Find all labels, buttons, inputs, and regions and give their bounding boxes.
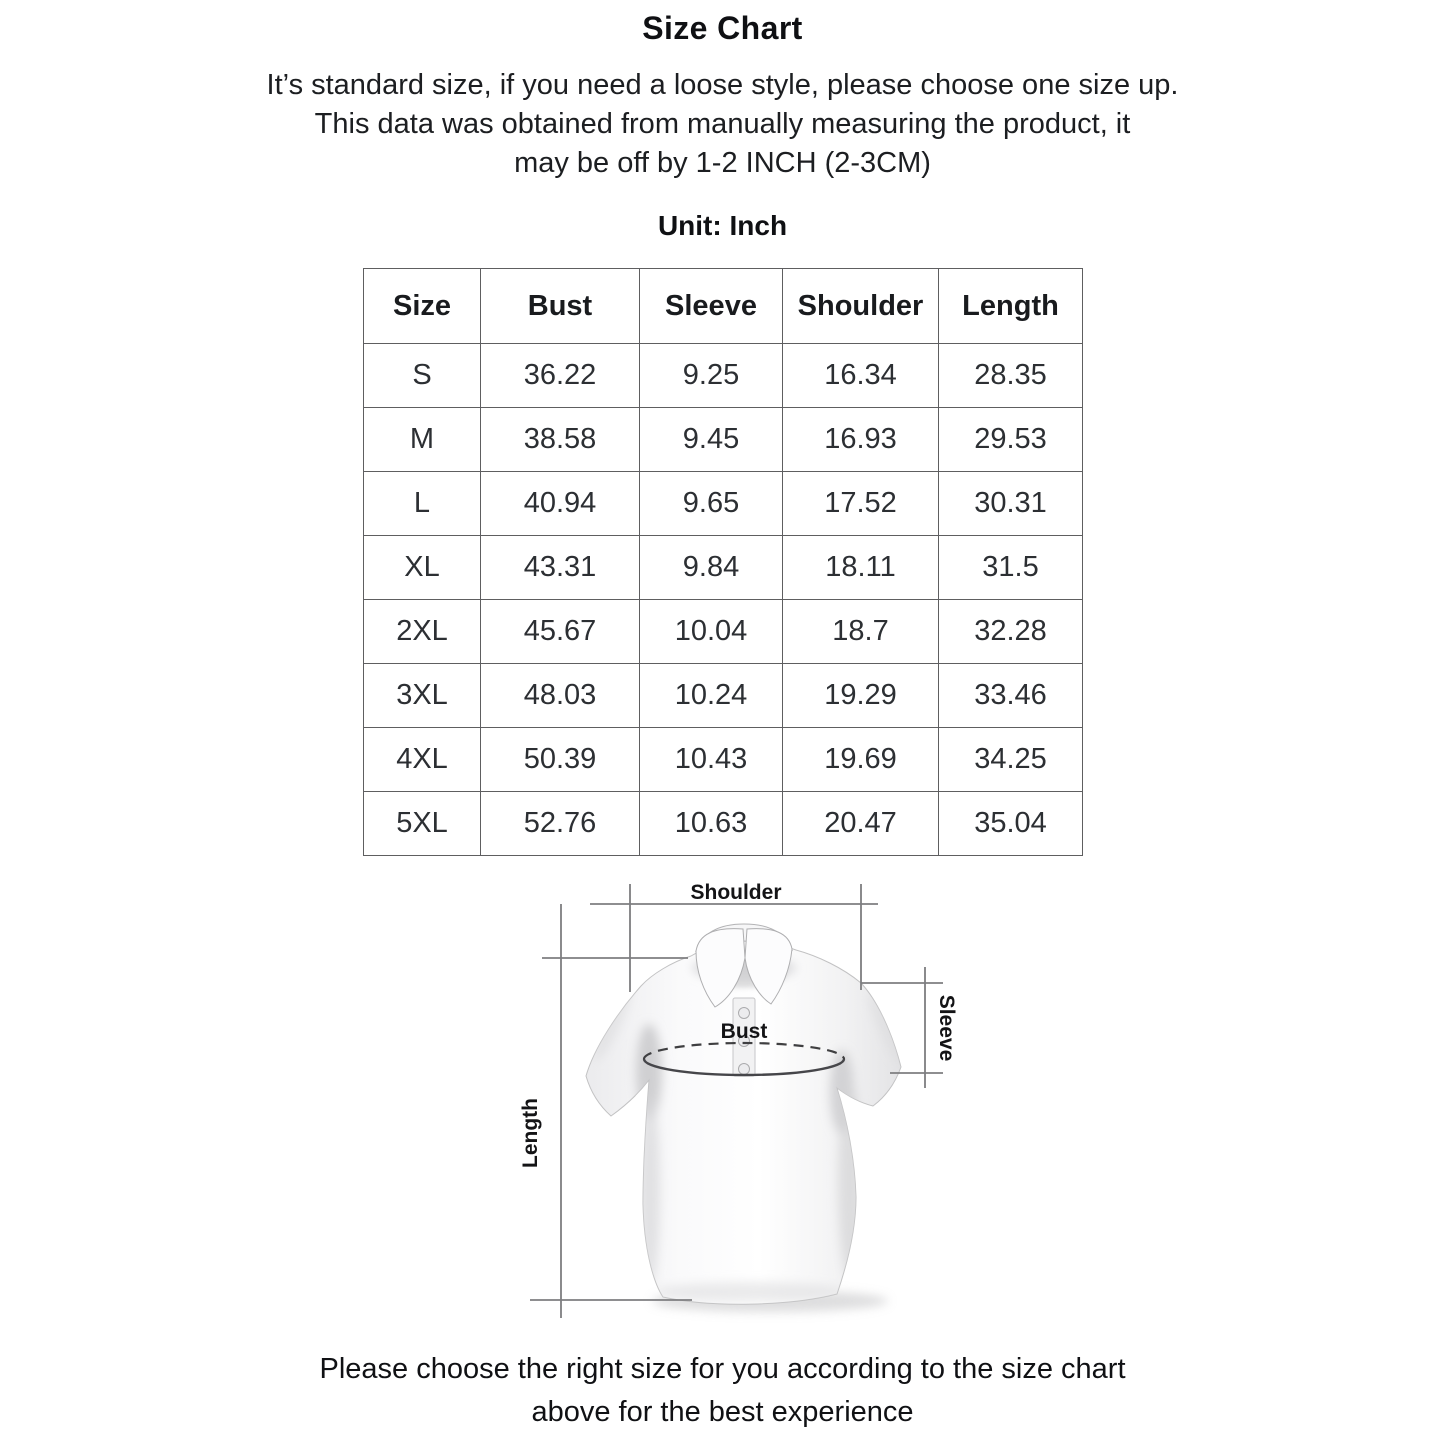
shirt-body (586, 941, 901, 1304)
length-label: Length (519, 1098, 542, 1168)
value-cell: 10.43 (640, 728, 783, 792)
value-cell: 10.24 (640, 664, 783, 728)
table-row (364, 792, 1083, 856)
value-cell: 16.93 (783, 408, 939, 472)
table-row (364, 472, 1083, 536)
value-cell: 35.04 (939, 792, 1083, 856)
value-cell: 50.39 (481, 728, 640, 792)
value-cell: 38.58 (481, 408, 640, 472)
value-cell: 10.04 (640, 600, 783, 664)
value-cell: 43.31 (481, 536, 640, 600)
value-cell: 33.46 (939, 664, 1083, 728)
value-cell: 45.67 (481, 600, 640, 664)
column-header: Size (364, 269, 481, 344)
intro-line: It’s standard size, if you need a loose style, please choose one size up. (266, 69, 1179, 101)
table-row (364, 728, 1083, 792)
footer-line: above for the best experience (531, 1396, 914, 1428)
value-cell: 18.7 (783, 600, 939, 664)
size-cell: L (364, 472, 481, 536)
size-table-body (364, 344, 1083, 856)
value-cell: 29.53 (939, 408, 1083, 472)
value-cell: 9.45 (640, 408, 783, 472)
header-row (364, 269, 1083, 344)
table-row (364, 408, 1083, 472)
value-cell: 52.76 (481, 792, 640, 856)
value-cell: 34.25 (939, 728, 1083, 792)
value-cell: 10.63 (640, 792, 783, 856)
value-cell: 17.52 (783, 472, 939, 536)
table-row (364, 344, 1083, 408)
column-header: Length (939, 269, 1083, 344)
table-row (364, 600, 1083, 664)
size-table (363, 268, 1083, 856)
value-cell: 48.03 (481, 664, 640, 728)
size-cell: M (364, 408, 481, 472)
size-cell: 2XL (364, 600, 481, 664)
intro-line: may be off by 1-2 INCH (2-3CM) (514, 147, 931, 179)
value-cell: 18.11 (783, 536, 939, 600)
table-row (364, 536, 1083, 600)
size-cell: 3XL (364, 664, 481, 728)
intro-line: This data was obtained from manually measuring the product, it (314, 108, 1131, 140)
size-table-header (364, 269, 1083, 344)
value-cell: 9.25 (640, 344, 783, 408)
intro-text (0, 66, 1445, 183)
column-header: Shoulder (783, 269, 939, 344)
value-cell: 9.65 (640, 472, 783, 536)
value-cell: 40.94 (481, 472, 640, 536)
value-cell: 28.35 (939, 344, 1083, 408)
value-cell: 16.34 (783, 344, 939, 408)
value-cell: 19.69 (783, 728, 939, 792)
footer-note (0, 1348, 1445, 1434)
value-cell: 30.31 (939, 472, 1083, 536)
bust-label: Bust (720, 1020, 768, 1043)
column-header: Bust (481, 269, 640, 344)
size-cell: XL (364, 536, 481, 600)
sleeve-label: Sleeve (935, 994, 958, 1062)
size-cell: 5XL (364, 792, 481, 856)
unit-label: Unit: Inch (657, 210, 788, 241)
shoulder-label: Shoulder (690, 881, 782, 904)
footer-line: Please choose the right size for you according to the size chart (319, 1353, 1126, 1385)
table-row (364, 664, 1083, 728)
size-cell: 4XL (364, 728, 481, 792)
value-cell: 36.22 (481, 344, 640, 408)
value-cell: 20.47 (783, 792, 939, 856)
value-cell: 19.29 (783, 664, 939, 728)
value-cell: 31.5 (939, 536, 1083, 600)
page-title: Size Chart (642, 10, 803, 46)
value-cell: 9.84 (640, 536, 783, 600)
column-header: Sleeve (640, 269, 783, 344)
value-cell: 32.28 (939, 600, 1083, 664)
size-cell: S (364, 344, 481, 408)
shirt-measurement-diagram (500, 870, 1000, 1340)
